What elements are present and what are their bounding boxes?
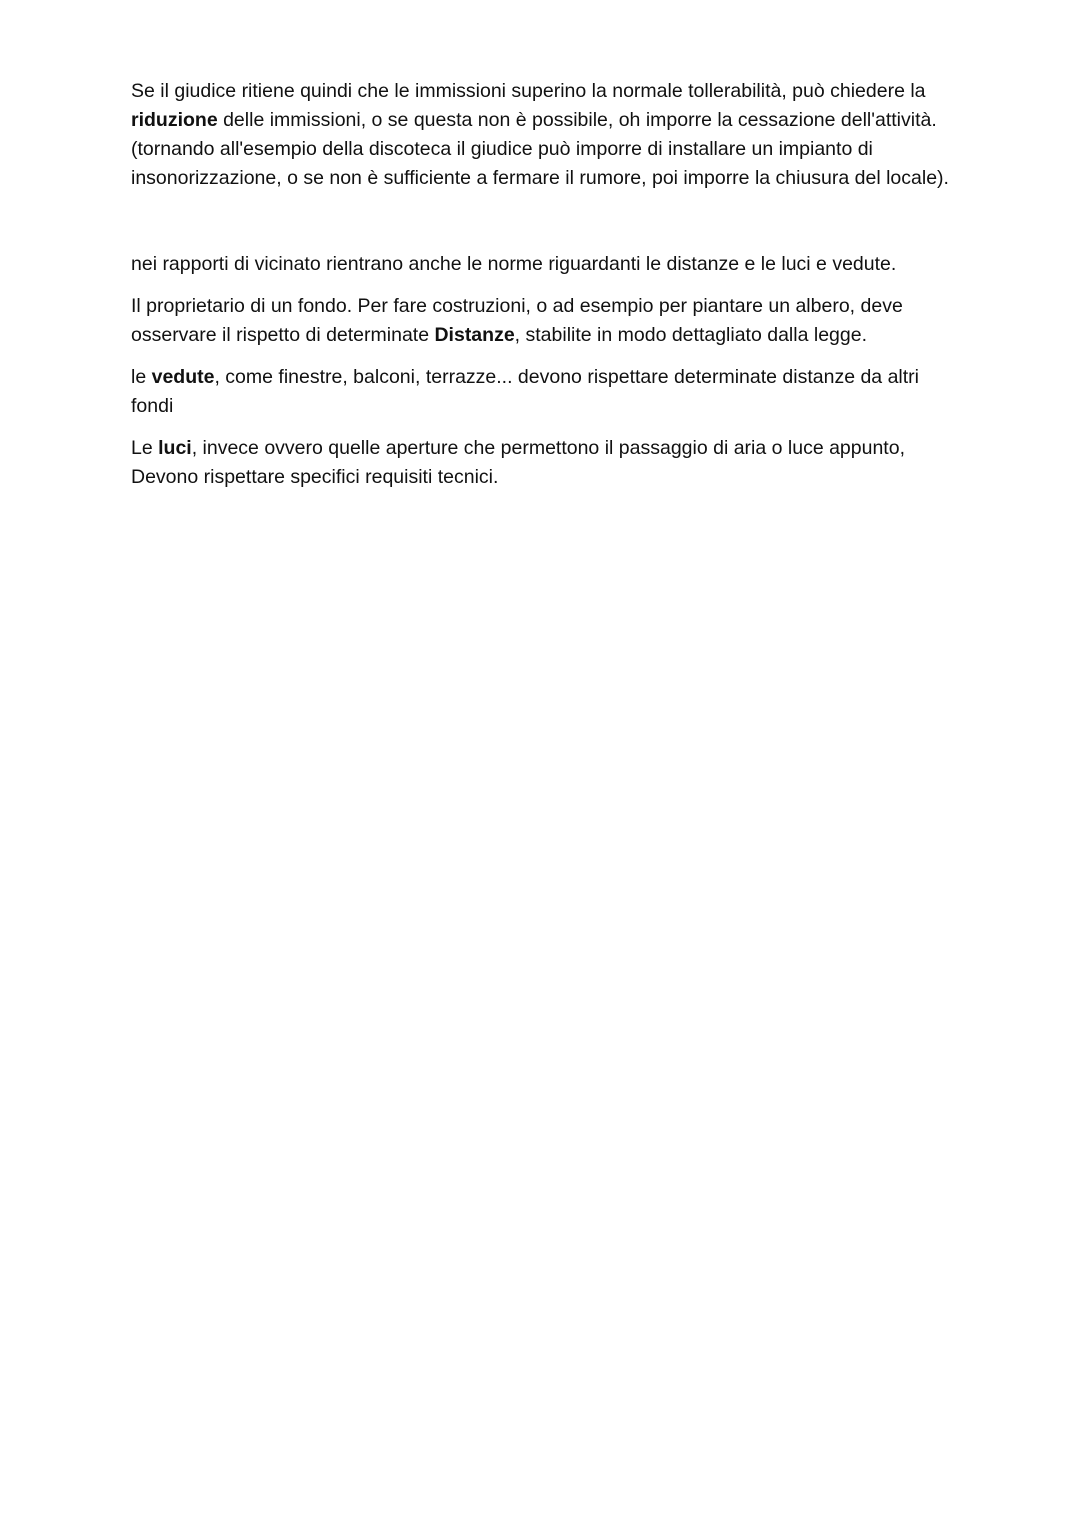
paragraph-text: Se il giudice ritiene quindi che le immissioni superino la normale tollerabilità, può chiedere la	[131, 80, 926, 102]
paragraph-text: le	[131, 366, 152, 388]
paragraph-text: Le	[131, 437, 159, 459]
paragraph-immissioni	[131, 77, 961, 193]
paragraph-luci	[131, 434, 961, 492]
paragraph-text: nei rapporti di vicinato rientrano anche le norme riguardanti le distanze e le luci e vedute.	[131, 253, 897, 275]
paragraph-text: delle immissioni, o se questa non è possibile, oh imporre la cessazione dell'attività. (tornando all'esempio della discoteca il giudice può imporre di installare un impianto di insonorizzazione, o se non è sufficiente a fermare il rumore, poi imporre la chiusura del locale).	[131, 109, 949, 189]
paragraph-text: , stabilite in modo dettagliato dalla legge.	[514, 324, 867, 346]
paragraph-text: Il proprietario di un fondo. Per fare costruzioni, o ad esempio per piantare un albero, deve osservare il rispetto di determinate	[131, 295, 903, 346]
paragraph-text: , invece ovvero quelle aperture che permettono il passaggio di aria o luce appunto, Devono rispettare specifici requisiti tecnici.	[131, 437, 905, 488]
paragraph-distanze	[131, 292, 961, 350]
document-body	[131, 77, 961, 492]
paragraph-rapporti-vicinato	[131, 250, 961, 279]
paragraph-text: , come finestre, balconi, terrazze... devono rispettare determinate distanze da altri fondi	[131, 366, 919, 417]
bold-term-luci: luci	[158, 437, 192, 459]
bold-term-riduzione: riduzione	[131, 109, 218, 131]
paragraph-vedute	[131, 363, 961, 421]
bold-term-vedute: vedute	[151, 366, 215, 388]
bold-term-distanze: Distanze	[434, 324, 515, 346]
